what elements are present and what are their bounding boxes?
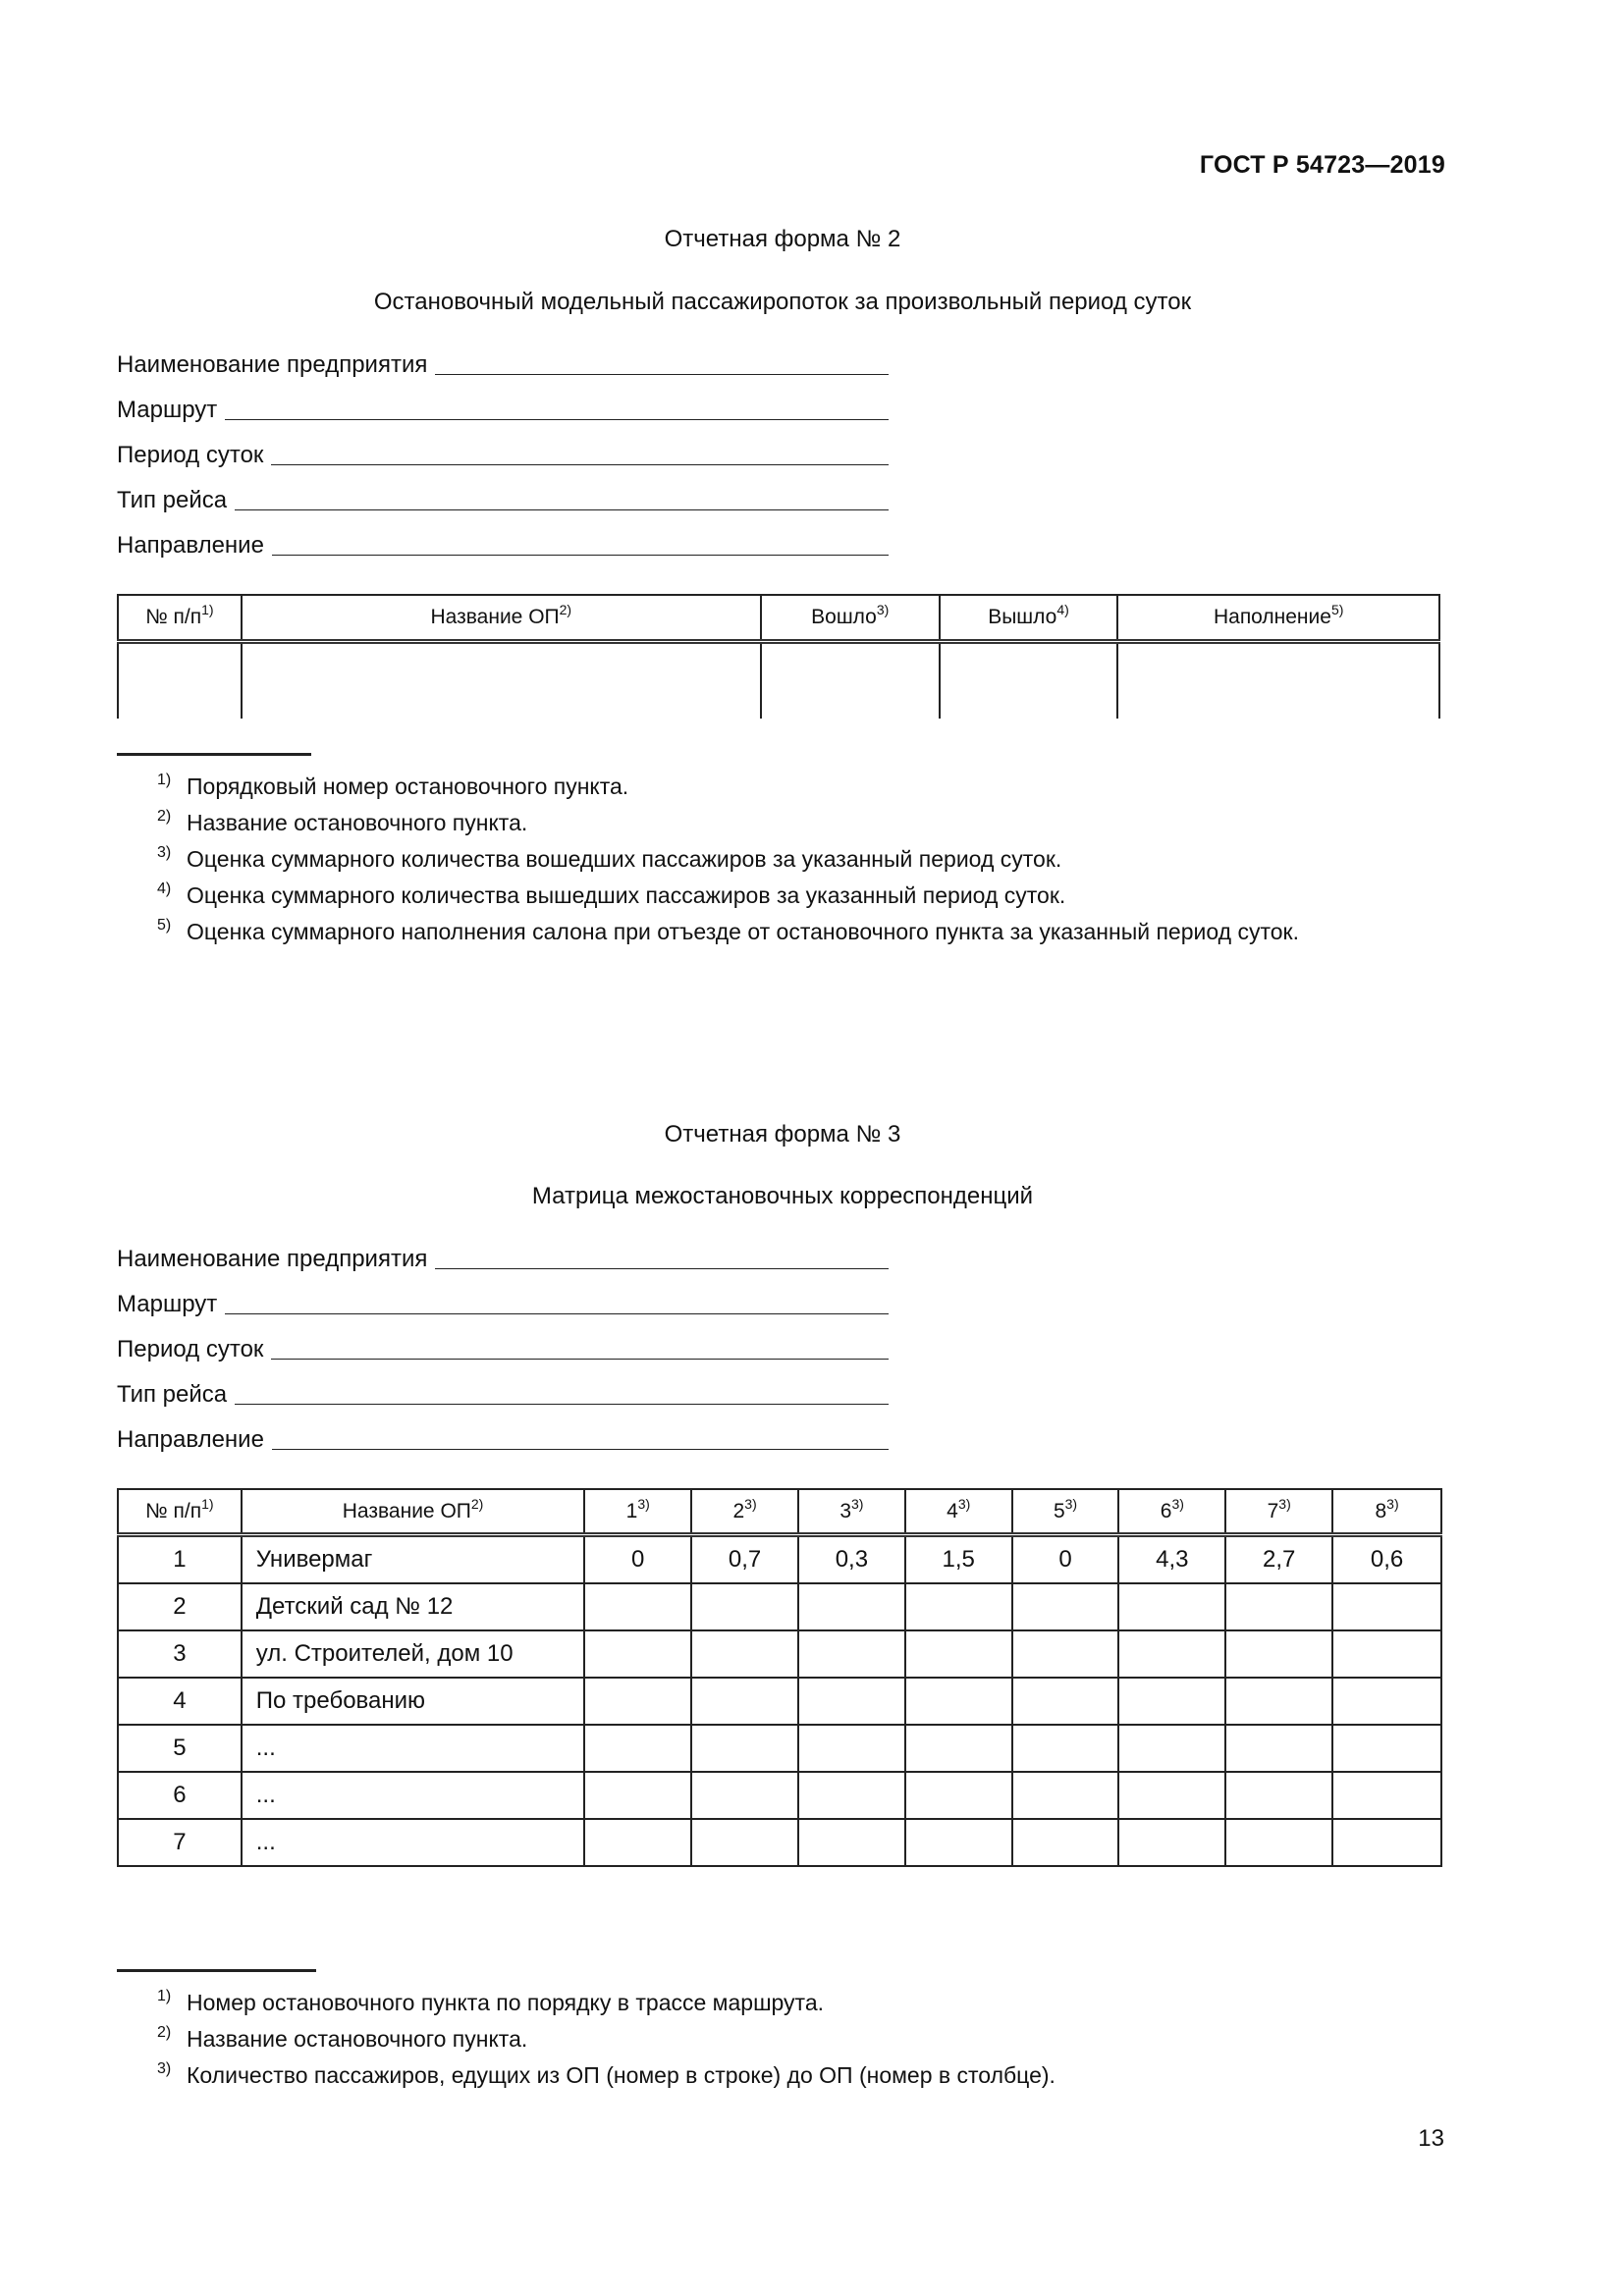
footnote: 5) Оценка суммарного наполнения салона при отъезде от остановочного пункта за указанный период суток. xyxy=(157,917,1299,944)
matrix-cell xyxy=(691,1819,798,1866)
matrix-cell xyxy=(1332,1772,1441,1819)
field-blank-line xyxy=(272,554,889,556)
stop-name-cell: ... xyxy=(242,1725,585,1772)
matrix-cell xyxy=(691,1772,798,1819)
matrix-cell xyxy=(1225,1725,1332,1772)
matrix-cell xyxy=(798,1725,905,1772)
matrix-cell xyxy=(798,1678,905,1725)
form2-field-period xyxy=(117,436,889,469)
footnote-separator xyxy=(117,1969,316,1972)
field-blank-line xyxy=(271,463,889,465)
form3-field-route xyxy=(117,1285,889,1318)
column-header-stop-3: 3$^{3)}$ xyxy=(798,1489,905,1535)
table-row xyxy=(118,1678,1441,1725)
column-header-stop-1: 1$^{3)}$ xyxy=(584,1489,691,1535)
matrix-cell xyxy=(1012,1772,1119,1819)
matrix-cell xyxy=(1118,1583,1225,1630)
form2-field-route xyxy=(117,391,889,424)
footnote: 2) Название остановочного пункта. xyxy=(157,808,528,835)
form3-field-direction xyxy=(117,1420,889,1454)
matrix-cell: 0 xyxy=(1012,1535,1119,1584)
matrix-cell xyxy=(584,1725,691,1772)
footnote: 1) Номер остановочного пункта по порядку в трассе маршрута. xyxy=(157,1988,825,2015)
field-blank-line xyxy=(225,1312,889,1314)
column-header-alighted: Вышло$^{4)}$ xyxy=(940,595,1118,642)
matrix-cell xyxy=(1332,1630,1441,1678)
form2-field-direction xyxy=(117,526,889,560)
matrix-cell: 4,3 xyxy=(1118,1535,1225,1584)
matrix-cell xyxy=(691,1630,798,1678)
column-header-stop-name: Название ОП$^{2)}$ xyxy=(242,1489,585,1535)
table-cell xyxy=(118,642,242,720)
matrix-cell xyxy=(1225,1678,1332,1725)
matrix-cell xyxy=(798,1583,905,1630)
footnote: 3) Оценка суммарного количества вошедших пассажиров за указанный период суток. xyxy=(157,844,1062,872)
field-blank-line xyxy=(271,1358,889,1360)
table-row xyxy=(118,1725,1441,1772)
row-number-cell: 4 xyxy=(118,1678,242,1725)
table-row xyxy=(118,1630,1441,1678)
stop-name-cell: Универмаг xyxy=(242,1535,585,1584)
table-row xyxy=(118,642,1439,720)
form3-field-enterprise xyxy=(117,1240,889,1273)
form3-title: Отчетная форма № 3 xyxy=(664,1121,901,1148)
field-label: Наименование предприятия xyxy=(117,351,428,378)
matrix-cell xyxy=(584,1630,691,1678)
matrix-cell xyxy=(584,1819,691,1866)
matrix-cell xyxy=(1225,1630,1332,1678)
matrix-cell xyxy=(905,1725,1012,1772)
field-label: Направление xyxy=(117,532,264,559)
stop-name-cell: ... xyxy=(242,1819,585,1866)
matrix-cell xyxy=(905,1630,1012,1678)
matrix-cell xyxy=(905,1678,1012,1725)
column-header-number: № $п/п^{1)}$ xyxy=(118,1489,242,1535)
matrix-cell xyxy=(584,1583,691,1630)
form3-field-trip-type xyxy=(117,1375,889,1409)
stop-name-cell: По требованию xyxy=(242,1678,585,1725)
table-row xyxy=(118,1583,1441,1630)
matrix-cell xyxy=(1118,1678,1225,1725)
matrix-cell xyxy=(1225,1583,1332,1630)
matrix-cell xyxy=(1118,1772,1225,1819)
table-cell xyxy=(940,642,1118,720)
field-label: Наименование предприятия xyxy=(117,1246,428,1272)
matrix-cell xyxy=(691,1583,798,1630)
column-header-stop-7: 7$^{3)}$ xyxy=(1225,1489,1332,1535)
table-cell xyxy=(242,642,761,720)
column-header-stop-6: 6$^{3)}$ xyxy=(1118,1489,1225,1535)
table-row xyxy=(118,1819,1441,1866)
matrix-cell: 2,7 xyxy=(1225,1535,1332,1584)
matrix-cell xyxy=(691,1678,798,1725)
matrix-cell xyxy=(691,1725,798,1772)
table-cell xyxy=(1117,642,1439,720)
stop-name-cell: Детский сад № 12 xyxy=(242,1583,585,1630)
footnote: 4) Оценка суммарного количества вышедших пассажиров за указанный период суток. xyxy=(157,881,1066,908)
form2-table xyxy=(117,594,1440,719)
matrix-cell xyxy=(905,1819,1012,1866)
matrix-cell: 0,3 xyxy=(798,1535,905,1584)
matrix-cell xyxy=(1225,1819,1332,1866)
column-header-stop-5: 5$^{3)}$ xyxy=(1012,1489,1119,1535)
matrix-cell xyxy=(798,1772,905,1819)
field-blank-line xyxy=(272,1448,889,1450)
column-header-stop-4: 4$^{3)}$ xyxy=(905,1489,1012,1535)
form2-subtitle: Остановочный модельный пассажиропоток за произвольный период суток xyxy=(373,289,1192,315)
matrix-cell xyxy=(1118,1725,1225,1772)
table-row xyxy=(118,1772,1441,1819)
form2-field-enterprise xyxy=(117,346,889,379)
row-number-cell: 2 xyxy=(118,1583,242,1630)
matrix-cell xyxy=(798,1630,905,1678)
matrix-cell xyxy=(1225,1772,1332,1819)
footnote: 2) Название остановочного пункта. xyxy=(157,2024,528,2052)
column-header-occupancy: Наполнение$^{5)}$ xyxy=(1117,595,1439,642)
column-header-number: № $п/п^{1)}$ xyxy=(118,595,242,642)
field-label: Период суток xyxy=(117,442,264,468)
matrix-cell xyxy=(1332,1678,1441,1725)
form3-subtitle: Матрица межостановочных корреспонденций xyxy=(531,1183,1034,1209)
field-label: Маршрут xyxy=(117,1291,218,1317)
footnote: 1) Порядковый номер остановочного пункта. xyxy=(157,772,629,799)
field-label: Маршрут xyxy=(117,397,218,423)
matrix-cell xyxy=(1332,1725,1441,1772)
form2-title: Отчетная форма № 2 xyxy=(664,226,901,252)
matrix-cell xyxy=(905,1772,1012,1819)
matrix-cell: 1,5 xyxy=(905,1535,1012,1584)
matrix-cell xyxy=(1332,1819,1441,1866)
table-header-row xyxy=(118,1489,1441,1535)
field-blank-line xyxy=(435,1267,889,1269)
column-header-stop-8: 8$^{3)}$ xyxy=(1332,1489,1441,1535)
form3-matrix-table xyxy=(117,1488,1442,1867)
stop-name-cell: ... xyxy=(242,1772,585,1819)
matrix-cell xyxy=(1012,1725,1119,1772)
matrix-cell xyxy=(1332,1583,1441,1630)
stop-name-cell: ул. Строителей, дом 10 xyxy=(242,1630,585,1678)
field-blank-line xyxy=(235,1403,889,1405)
footnote: 3) Количество пассажиров, едущих из ОП (номер в строке) до ОП (номер в столбце). xyxy=(157,2060,1056,2088)
field-label: Период суток xyxy=(117,1336,264,1362)
matrix-cell xyxy=(1012,1819,1119,1866)
row-number-cell: 7 xyxy=(118,1819,242,1866)
row-number-cell: 5 xyxy=(118,1725,242,1772)
field-label: Тип рейса xyxy=(117,1381,228,1408)
table-header-row xyxy=(118,595,1439,642)
field-blank-line xyxy=(225,418,889,420)
column-header-stop-name: Название ОП$^{2)}$ xyxy=(242,595,761,642)
row-number-cell: 1 xyxy=(118,1535,242,1584)
field-blank-line xyxy=(235,508,889,510)
matrix-cell: 0,7 xyxy=(691,1535,798,1584)
matrix-cell xyxy=(1012,1583,1119,1630)
matrix-cell xyxy=(1012,1678,1119,1725)
page-number: 13 xyxy=(1418,2125,1444,2152)
matrix-cell xyxy=(905,1583,1012,1630)
table-row xyxy=(118,1535,1441,1584)
footnote-separator xyxy=(117,753,311,756)
matrix-cell xyxy=(584,1772,691,1819)
column-header-stop-2: 2$^{3)}$ xyxy=(691,1489,798,1535)
matrix-cell xyxy=(1012,1630,1119,1678)
standard-number: ГОСТ Р 54723—2019 xyxy=(1199,151,1445,179)
row-number-cell: 3 xyxy=(118,1630,242,1678)
matrix-cell: 0 xyxy=(584,1535,691,1584)
row-number-cell: 6 xyxy=(118,1772,242,1819)
field-blank-line xyxy=(435,373,889,375)
matrix-cell xyxy=(584,1678,691,1725)
field-label: Направление xyxy=(117,1426,264,1453)
matrix-cell xyxy=(798,1819,905,1866)
matrix-cell: 0,6 xyxy=(1332,1535,1441,1584)
column-header-boarded: Вошло$^{3)}$ xyxy=(761,595,940,642)
form2-field-trip-type xyxy=(117,481,889,514)
field-label: Тип рейса xyxy=(117,487,228,513)
table-cell xyxy=(761,642,940,720)
form3-field-period xyxy=(117,1330,889,1363)
matrix-cell xyxy=(1118,1819,1225,1866)
matrix-cell xyxy=(1118,1630,1225,1678)
